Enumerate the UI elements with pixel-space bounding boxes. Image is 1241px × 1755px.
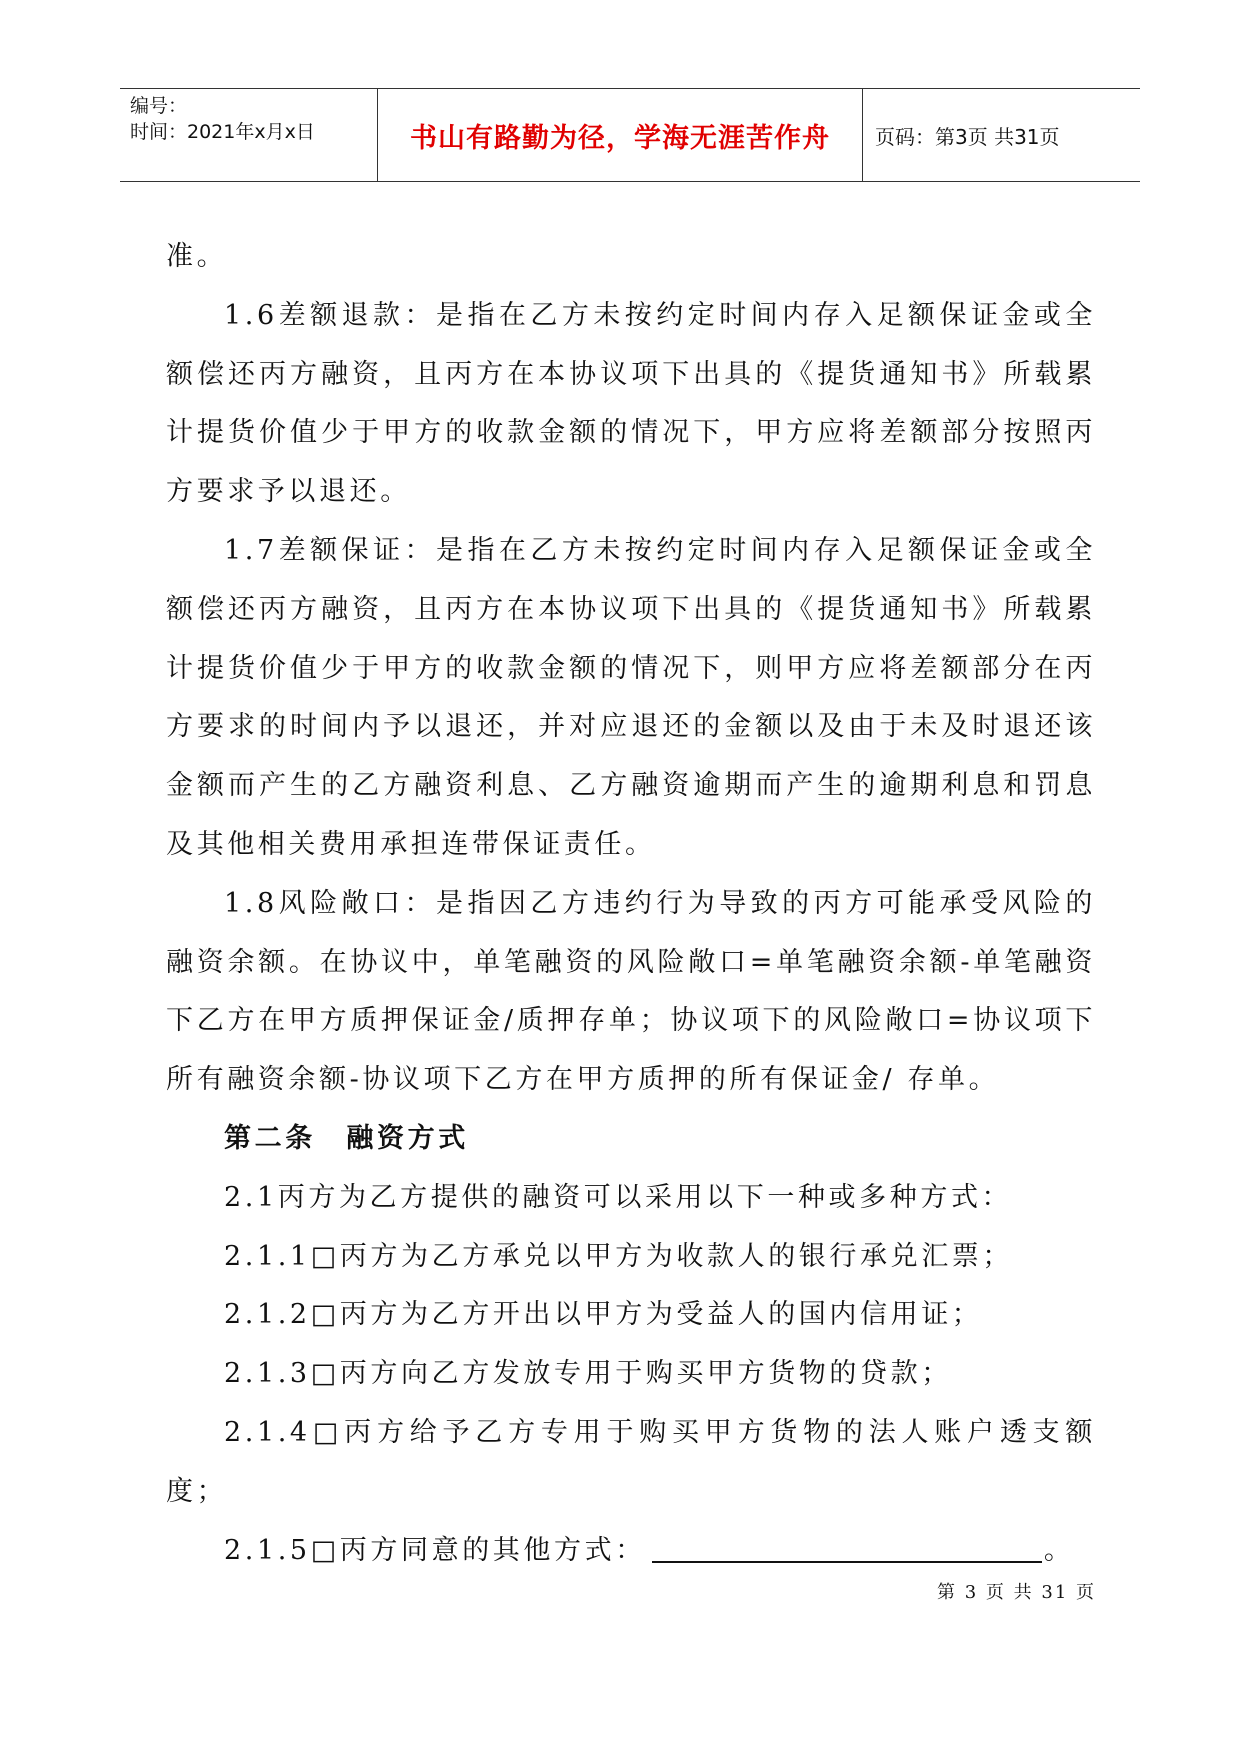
fill-in-blank-line	[652, 1531, 1042, 1563]
clause-2-1-4: 2.1.4□丙方给予乙方专用于购买甲方货物的法人账户透支额度；	[166, 1416, 1096, 1507]
document-number-label: 编号：	[130, 95, 188, 117]
paragraph: 准。	[166, 241, 228, 272]
clause-2-1: 2.1丙方为乙方提供的融资可以采用以下一种或多种方式：	[224, 1181, 1013, 1213]
section-title: 第二条 融资方式	[224, 1122, 469, 1154]
clause-2-1-5-end: 。	[1043, 1534, 1075, 1566]
header-slogan: 书山有路勤为径，学海无涯苦作舟	[378, 89, 863, 181]
document-body	[166, 228, 1096, 1580]
clause-2-1-1: 2.1.1□丙方为乙方承兑以甲方为收款人的银行承兑汇票；	[224, 1240, 1014, 1272]
document-time-label: 时间：2021年x月x日	[130, 121, 315, 143]
clause-1-7: 1.7差额保证：是指在乙方未按约定时间内存入足额保证金或全额偿还丙方融资，且丙方在本协议项下出具的《提货通知书》所载累计提货价值少于甲方的收款金额的情况下，则甲方应将差额部分在丙方要求的时间内予以退还，并对应退还的金额以及由于未及时退还该金额而产生的乙方融资利息、乙方融资逾期而产生的逾期利息和罚息及其他相关费用承担连带保证责任。	[166, 534, 1096, 860]
clause-1-6: 1.6差额退款：是指在乙方未按约定时间内存入足额保证金或全额偿还丙方融资，且丙方在本协议项下出具的《提货通知书》所载累计提货价值少于甲方的收款金额的情况下，甲方应将差额部分按照丙方要求予以退还。	[166, 299, 1096, 508]
clause-2-1-3: 2.1.3□丙方向乙方发放专用于购买甲方货物的贷款；	[224, 1358, 952, 1390]
clause-2-1-5-text: 2.1.5□丙方同意的其他方式：	[224, 1534, 646, 1566]
page-header	[120, 88, 1140, 182]
clause-2-1-5	[166, 1522, 1096, 1581]
header-page-number: 页码：第3页 共31页	[875, 124, 1060, 149]
clause-1-8: 1.8风险敞口：是指因乙方违约行为导致的丙方可能承受风险的融资余额。在协议中，单笔融资的风险敞口=单笔融资余额-单笔融资下乙方在甲方质押保证金/质押存单；协议项下的风险敞口=协议项下所有融资余额-协议项下乙方在甲方质押的所有保证金/ 存单。	[166, 887, 1096, 1096]
clause-2-1-2: 2.1.2□丙方为乙方开出以甲方为受益人的国内信用证；	[224, 1299, 983, 1331]
page-footer: 第 3 页 共 31 页	[937, 1582, 1096, 1603]
header-meta	[120, 89, 378, 181]
